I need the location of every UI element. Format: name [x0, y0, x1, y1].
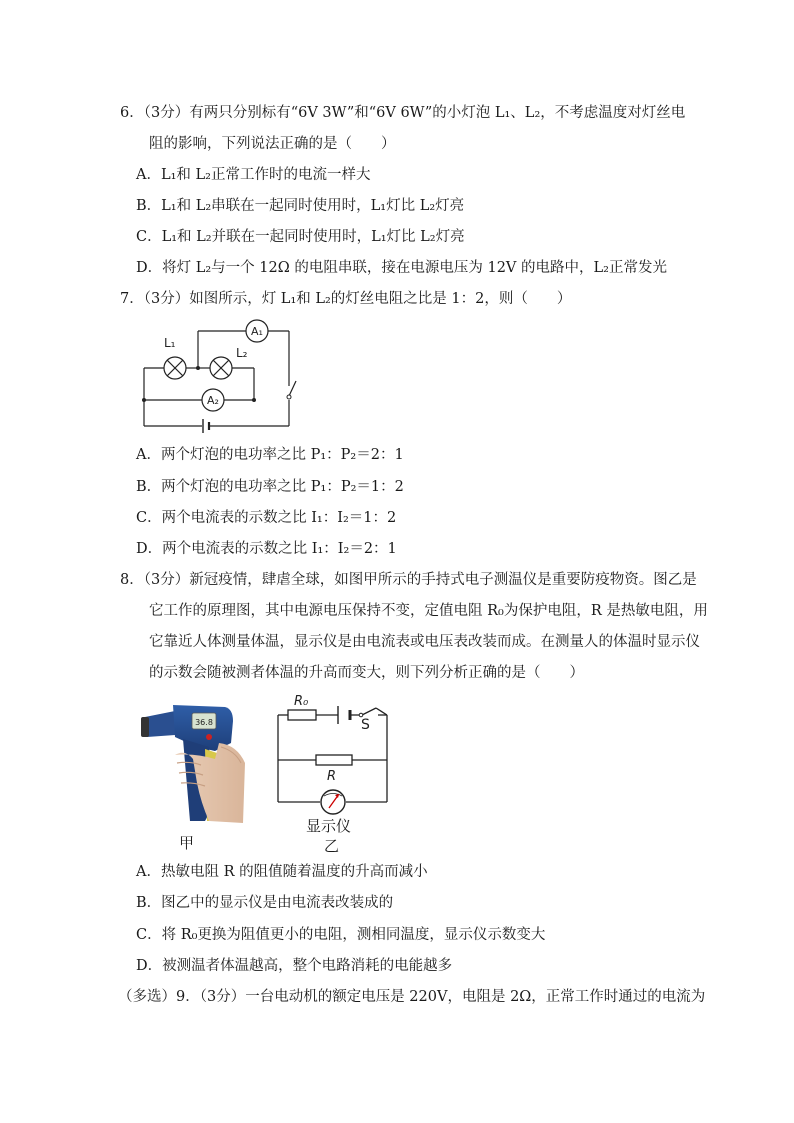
q7-option-d: D．两个电流表的示数之比 I₁：I₂＝2：1: [136, 541, 397, 557]
q8-stem-line3: 它靠近人体测量体温，显示仪是由电流表或电压表改装而成。在测量人的体温时显示仪: [149, 634, 700, 650]
figure-yi-label: 乙: [324, 837, 340, 855]
resistor-r0-label: R₀: [294, 694, 309, 709]
thermometer-photo: [135, 703, 250, 828]
q6-stem-line1: 6．（3分）有两只分别标有“6V 3W”和“6V 6W”的小灯泡 L₁、L₂，不考虑温度对灯丝电: [120, 105, 686, 121]
q8-option-b: B．图乙中的显示仪是由电流表改装成的: [136, 895, 394, 911]
q6-option-a: A．L₁和 L₂正常工作时的电流一样大: [136, 167, 371, 183]
q7-circuit-diagram: [130, 318, 305, 433]
thermometer-screen-value: 36.8: [195, 718, 213, 727]
q8-option-d: D．被测温者体温越高，整个电路消耗的电能越多: [136, 958, 453, 974]
switch-pivot: [287, 395, 291, 399]
ammeter-a1-label: A₁: [251, 325, 263, 338]
q8-stem-line4: 的示数会随被测者体温的升高而变大，则下列分析正确的是（ ）: [149, 665, 584, 681]
ammeter-a2-label: A₂: [207, 394, 219, 407]
q6-stem-line2: 阻的影响，下列说法正确的是（ ）: [149, 136, 396, 152]
q7-stem: 7．（3分）如图所示，灯 L₁和 L₂的灯丝电阻之比是 1：2，则（ ）: [120, 291, 572, 307]
lamp-l1-icon: [164, 357, 186, 379]
q7-option-a: A．两个灯泡的电功率之比 P₁：P₂＝2：1: [136, 447, 404, 463]
q7-option-c: C．两个电流表的示数之比 I₁：I₂＝1：2: [136, 510, 397, 526]
figure-jia-label: 甲: [179, 834, 195, 852]
display-meter-label: 显示仪: [306, 817, 352, 835]
switch-s-label: S: [361, 717, 370, 733]
junction-dot: [196, 366, 200, 370]
q8-stem-line2: 它工作的原理图，其中电源电压保持不变，定值电阻 R₀为保护电阻，R 是热敏电阻，用: [149, 603, 708, 619]
q6-option-b: B．L₁和 L₂串联在一起同时使用时，L₁灯比 L₂灯亮: [136, 198, 465, 214]
q7-option-b: B．两个灯泡的电功率之比 P₁：P₂＝1：2: [136, 479, 404, 495]
junction-dot: [142, 398, 146, 402]
junction-dot: [252, 398, 256, 402]
resistor-r0-icon: [288, 710, 316, 720]
display-meter-icon: [321, 790, 345, 814]
q8-stem-line1: 8．（3分）新冠疫情，肆虐全球，如图甲所示的手持式电子测温仪是重要防疫物资。图乙是: [120, 572, 697, 588]
q8-circuit-diagram: [270, 688, 395, 813]
q6-option-d: D．将灯 L₂与一个 12Ω 的电阻串联，接在电源电压为 12V 的电路中，L₂正常发光: [136, 260, 667, 276]
q9-stem: （多选）9．（3分）一台电动机的额定电压是 220V，电阻是 2Ω，正常工作时通过的电流为: [118, 989, 706, 1005]
resistor-r-icon: [316, 755, 352, 765]
q6-option-c: C．L₁和 L₂并联在一起同时使用时，L₁灯比 L₂灯亮: [136, 229, 465, 245]
lamp-l1-label: L₁: [164, 336, 176, 350]
lamp-l2-icon: [210, 357, 232, 379]
lamp-l2-label: L₂: [236, 346, 248, 360]
q8-option-a: A．热敏电阻 R 的阻值随着温度的升高而减小: [136, 864, 428, 880]
q8-option-c: C．将 R₀更换为阻值更小的电阻，测相同温度，显示仪示数变大: [136, 927, 546, 943]
resistor-r-label: R: [327, 769, 337, 784]
